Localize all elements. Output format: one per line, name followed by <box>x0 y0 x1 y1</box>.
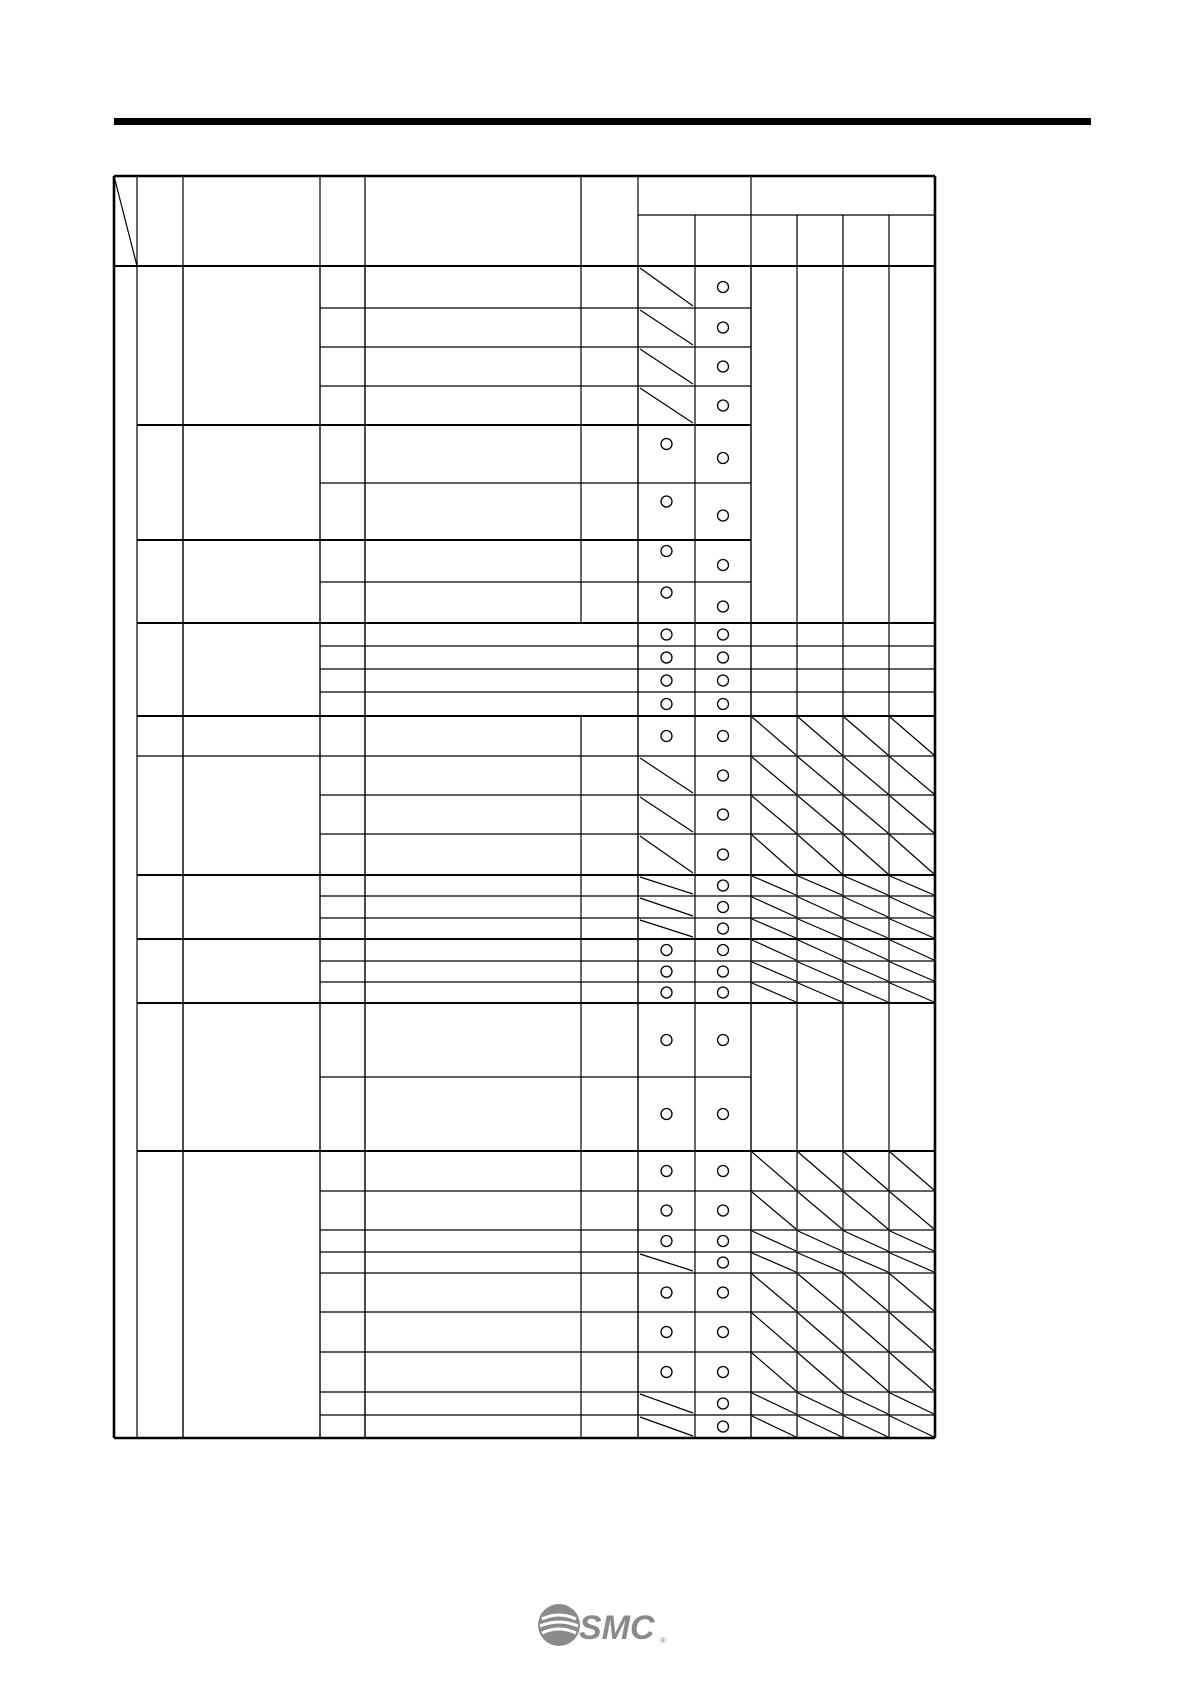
b-slash-mark <box>798 876 842 895</box>
a2-circle-mark <box>718 770 729 781</box>
a1-circle-mark <box>661 1236 672 1247</box>
b-slash-mark <box>844 757 888 794</box>
b-slash-mark <box>890 897 934 917</box>
b-slash-mark <box>890 1393 934 1414</box>
b-slash-mark <box>890 1274 934 1311</box>
a1-circle-mark <box>661 1035 672 1046</box>
a1-circle-mark <box>661 675 672 686</box>
header-diagonal <box>114 176 137 266</box>
b-slash-mark <box>844 919 888 938</box>
a1-circle-mark <box>661 987 672 998</box>
a1-circle-mark <box>661 652 672 663</box>
b-slash-mark <box>890 757 934 794</box>
b-slash-mark <box>798 897 842 917</box>
a1-slash-mark <box>640 1417 693 1436</box>
a2-circle-mark <box>718 945 729 956</box>
a1-circle-mark <box>661 1287 672 1298</box>
a1-slash-mark <box>640 797 693 832</box>
a1-circle-mark <box>661 699 672 710</box>
a2-circle-mark <box>718 652 729 663</box>
b-slash-mark <box>752 1192 796 1229</box>
b-slash-mark <box>798 1152 842 1190</box>
a2-circle-mark <box>718 560 729 571</box>
b-slash-mark <box>844 1152 888 1190</box>
b-slash-mark <box>798 1192 842 1229</box>
b-slash-mark <box>844 876 888 895</box>
b-slash-mark <box>890 1253 934 1272</box>
b-slash-mark <box>752 897 796 917</box>
a2-circle-mark <box>718 809 729 820</box>
a2-circle-mark <box>718 1398 729 1409</box>
b-slash-mark <box>752 717 796 755</box>
b-slash-mark <box>890 983 934 1002</box>
a1-circle-mark <box>661 439 672 450</box>
b-slash-mark <box>844 1313 888 1351</box>
b-slash-mark <box>844 1274 888 1311</box>
b-slash-mark <box>844 983 888 1002</box>
b-slash-mark <box>890 717 934 755</box>
b-slash-mark <box>752 876 796 895</box>
a1-circle-mark <box>661 1109 672 1120</box>
a1-circle-mark <box>661 1327 672 1338</box>
b-slash-mark <box>890 962 934 981</box>
a2-circle-mark <box>718 629 729 640</box>
b-slash-mark <box>844 835 888 874</box>
a1-circle-mark <box>661 1367 672 1378</box>
b-slash-mark <box>890 876 934 895</box>
a1-slash-mark <box>640 310 693 345</box>
a2-circle-mark <box>718 880 729 891</box>
a2-circle-mark <box>718 923 729 934</box>
b-slash-mark <box>798 1393 842 1414</box>
a2-circle-mark <box>718 966 729 977</box>
b-slash-mark <box>890 835 934 874</box>
b-slash-mark <box>752 1416 796 1437</box>
b-slash-mark <box>752 1353 796 1391</box>
a2-circle-mark <box>718 1421 729 1432</box>
b-slash-mark <box>890 1313 934 1351</box>
a2-circle-mark <box>718 1035 729 1046</box>
b-slash-mark <box>798 1231 842 1251</box>
b-slash-mark <box>844 897 888 917</box>
a2-circle-mark <box>718 282 729 293</box>
registered-mark: ® <box>660 1636 666 1645</box>
a2-circle-mark <box>718 1257 729 1268</box>
a1-slash-mark <box>640 388 693 423</box>
a1-slash-mark <box>640 877 693 894</box>
a1-circle-mark <box>661 1205 672 1216</box>
b-slash-mark <box>890 919 934 938</box>
b-slash-mark <box>798 717 842 755</box>
b-slash-mark <box>798 1353 842 1391</box>
b-slash-mark <box>890 796 934 833</box>
a1-circle-mark <box>661 966 672 977</box>
a2-circle-mark <box>718 400 729 411</box>
smc-logo-wordmark: SMC <box>579 1609 655 1647</box>
b-slash-mark <box>844 1393 888 1414</box>
a1-circle-mark <box>661 587 672 598</box>
b-slash-mark <box>844 1253 888 1272</box>
b-slash-mark <box>798 796 842 833</box>
b-slash-mark <box>752 757 796 794</box>
a2-circle-mark <box>718 1205 729 1216</box>
b-slash-mark <box>798 983 842 1002</box>
a1-slash-mark <box>640 758 693 793</box>
a2-circle-mark <box>718 849 729 860</box>
a1-circle-mark <box>661 945 672 956</box>
b-slash-mark <box>752 1231 796 1251</box>
a2-circle-mark <box>718 699 729 710</box>
b-slash-mark <box>798 1274 842 1311</box>
a1-circle-mark <box>661 496 672 507</box>
b-slash-mark <box>752 1274 796 1311</box>
a2-circle-mark <box>718 731 729 742</box>
b-slash-mark <box>890 1231 934 1251</box>
a1-slash-mark <box>640 1254 693 1271</box>
b-slash-mark <box>798 1416 842 1437</box>
a1-circle-mark <box>661 731 672 742</box>
a1-slash-mark <box>640 836 693 873</box>
b-slash-mark <box>844 1192 888 1229</box>
b-slash-mark <box>798 1313 842 1351</box>
b-slash-mark <box>798 1253 842 1272</box>
b-slash-mark <box>798 919 842 938</box>
a2-circle-mark <box>718 902 729 913</box>
b-slash-mark <box>752 796 796 833</box>
b-slash-mark <box>844 796 888 833</box>
b-slash-mark <box>752 1253 796 1272</box>
b-slash-mark <box>752 835 796 874</box>
b-slash-mark <box>890 1416 934 1437</box>
b-slash-mark <box>844 1231 888 1251</box>
b-slash-mark <box>844 1416 888 1437</box>
a2-circle-mark <box>718 675 729 686</box>
a2-circle-mark <box>718 322 729 333</box>
b-slash-mark <box>890 940 934 960</box>
a2-circle-mark <box>718 1236 729 1247</box>
b-slash-mark <box>798 962 842 981</box>
b-slash-mark <box>890 1152 934 1190</box>
b-slash-mark <box>752 983 796 1002</box>
smc-logo <box>536 1602 672 1648</box>
a1-slash-mark <box>640 349 693 384</box>
a2-circle-mark <box>718 987 729 998</box>
b-slash-mark <box>844 717 888 755</box>
b-slash-mark <box>752 940 796 960</box>
b-slash-mark <box>890 1353 934 1391</box>
a2-circle-mark <box>718 510 729 521</box>
a1-slash-mark <box>640 898 693 916</box>
a2-circle-mark <box>718 361 729 372</box>
a2-circle-mark <box>718 1367 729 1378</box>
a1-slash-mark <box>640 268 693 306</box>
a1-circle-mark <box>661 1166 672 1177</box>
b-slash-mark <box>752 962 796 981</box>
b-slash-mark <box>752 919 796 938</box>
b-slash-mark <box>844 1353 888 1391</box>
a2-circle-mark <box>718 1327 729 1338</box>
a1-circle-mark <box>661 629 672 640</box>
a2-circle-mark <box>718 601 729 612</box>
a1-slash-mark <box>640 920 693 937</box>
b-slash-mark <box>798 757 842 794</box>
b-slash-mark <box>752 1393 796 1414</box>
a2-circle-mark <box>718 1109 729 1120</box>
b-slash-mark <box>844 962 888 981</box>
b-slash-mark <box>752 1152 796 1190</box>
b-slash-mark <box>752 1313 796 1351</box>
b-slash-mark <box>844 940 888 960</box>
a1-slash-mark <box>640 1394 693 1413</box>
a2-circle-mark <box>718 453 729 464</box>
b-slash-mark <box>798 940 842 960</box>
b-slash-mark <box>890 1192 934 1229</box>
a2-circle-mark <box>718 1287 729 1298</box>
smc-logo-mark-icon <box>538 1604 580 1646</box>
b-slash-mark <box>798 835 842 874</box>
a1-circle-mark <box>661 546 672 557</box>
a2-circle-mark <box>718 1166 729 1177</box>
